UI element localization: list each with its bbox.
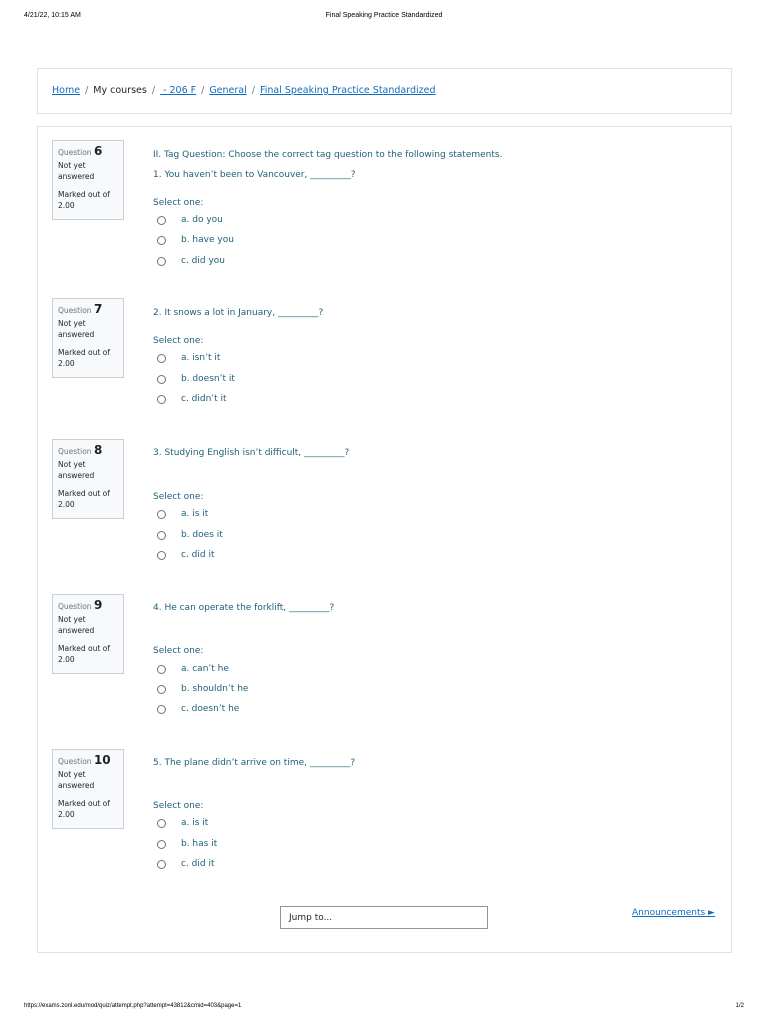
breadcrumb-home-link[interactable]: Home [52, 85, 81, 96]
breadcrumb-course-link[interactable]: - 206 F [160, 85, 197, 96]
select-one-label: Select one: [153, 492, 204, 502]
question-info [52, 749, 124, 829]
answer-option[interactable] [157, 839, 217, 849]
question-stem: 5. The plane didn’t arrive on time, _________? [153, 758, 356, 768]
question-stem: 2. It snows a lot in January, _________? [153, 308, 324, 318]
select-one-label: Select one: [153, 198, 204, 208]
breadcrumb-separator: / [85, 85, 89, 96]
question-info [52, 140, 124, 220]
question-number: 9 [93, 598, 103, 612]
question-number: 8 [93, 443, 103, 457]
question-label: Question [58, 602, 92, 611]
breadcrumb-separator: / [151, 85, 156, 96]
select-one-label: Select one: [153, 646, 204, 656]
option-label[interactable]: a. isn’t it [181, 353, 221, 363]
radio-button[interactable] [157, 705, 166, 714]
question-info [52, 594, 124, 674]
question-label: Question [58, 757, 92, 766]
question-stem: 1. You haven’t been to Vancouver, _________? [153, 170, 356, 180]
option-label[interactable]: c. did it [181, 859, 215, 869]
question-state: Not yet answered [58, 161, 95, 181]
radio-button[interactable] [157, 860, 166, 869]
answer-option[interactable] [157, 664, 229, 674]
question-label: Question [58, 306, 92, 315]
question-info [52, 298, 124, 378]
question-intro: II. Tag Question: Choose the correct tag question to the following statements. [153, 150, 503, 160]
radio-button[interactable] [157, 685, 166, 694]
radio-button[interactable] [157, 665, 166, 674]
select-one-label: Select one: [153, 336, 204, 346]
option-label[interactable]: a. is it [181, 818, 209, 828]
question-marked: Marked out of 2.00 [58, 644, 110, 664]
radio-button[interactable] [157, 236, 166, 245]
option-label[interactable]: c. did it [181, 550, 215, 560]
breadcrumb-separator: / [201, 85, 205, 96]
breadcrumb [52, 85, 436, 96]
radio-button[interactable] [157, 257, 166, 266]
radio-button[interactable] [157, 840, 166, 849]
question-number: 10 [93, 753, 111, 767]
print-header [0, 12, 768, 22]
jump-to-select[interactable]: Jump to... [280, 906, 488, 929]
radio-button[interactable] [157, 531, 166, 540]
answer-option[interactable] [157, 684, 248, 694]
option-label[interactable]: c. did you [181, 256, 225, 266]
print-datetime: 4/21/22, 10:15 AM [24, 12, 81, 19]
breadcrumb-separator: / [251, 85, 255, 96]
option-label[interactable]: c. doesn’t he [181, 704, 240, 714]
question-stem: 4. He can operate the forklift, _________? [153, 603, 335, 613]
option-label[interactable]: a. do you [181, 215, 223, 225]
radio-button[interactable] [157, 375, 166, 384]
option-label[interactable]: b. does it [181, 530, 223, 540]
question-stem: 3. Studying English isn’t difficult, _________? [153, 448, 350, 458]
radio-button[interactable] [157, 216, 166, 225]
answer-option[interactable] [157, 215, 223, 225]
question-state: Not yet answered [58, 615, 95, 635]
breadcrumb-section-link[interactable]: General [209, 85, 247, 96]
question-marked: Marked out of 2.00 [58, 799, 110, 819]
question-number: 6 [93, 144, 103, 158]
option-label[interactable]: b. has it [181, 839, 218, 849]
question-marked: Marked out of 2.00 [58, 348, 110, 368]
select-one-label: Select one: [153, 801, 204, 811]
radio-button[interactable] [157, 510, 166, 519]
radio-button[interactable] [157, 354, 166, 363]
option-label[interactable]: b. shouldn’t he [181, 684, 249, 694]
breadcrumb-container [37, 68, 732, 114]
answer-option[interactable] [157, 859, 215, 869]
option-label[interactable]: b. have you [181, 235, 234, 245]
answer-option[interactable] [157, 394, 227, 404]
question-info [52, 439, 124, 519]
question-number: 7 [93, 302, 103, 316]
question-label: Question [58, 148, 92, 157]
option-label[interactable]: c. didn’t it [181, 394, 227, 404]
radio-button[interactable] [157, 551, 166, 560]
answer-option[interactable] [157, 550, 215, 560]
radio-button[interactable] [157, 819, 166, 828]
radio-button[interactable] [157, 395, 166, 404]
answer-option[interactable] [157, 818, 208, 828]
breadcrumb-activity-link[interactable]: Final Speaking Practice Standardized [259, 85, 436, 96]
option-label[interactable]: a. is it [181, 509, 209, 519]
answer-option[interactable] [157, 509, 208, 519]
question-state: Not yet answered [58, 770, 95, 790]
question-marked: Marked out of 2.00 [58, 190, 110, 210]
answer-option[interactable] [157, 353, 220, 363]
answer-option[interactable] [157, 530, 223, 540]
option-label[interactable]: a. can’t he [181, 664, 229, 674]
question-state: Not yet answered [58, 460, 95, 480]
question-label: Question [58, 447, 92, 456]
question-state: Not yet answered [58, 319, 95, 339]
answer-option[interactable] [157, 235, 234, 245]
breadcrumb-my-courses: My courses [93, 85, 147, 96]
print-page-number: 1/2 [735, 1003, 744, 1009]
print-url: https://exams.zonl.edu/mod/quiz/attempt.php?attempt=43812&cmid=403&page=1 [24, 1003, 242, 1009]
answer-option[interactable] [157, 374, 235, 384]
quiz-attempt-container [37, 126, 732, 953]
answer-option[interactable] [157, 704, 239, 714]
answer-option[interactable] [157, 256, 225, 266]
announcements-link[interactable]: Announcements ► [632, 908, 715, 918]
question-marked: Marked out of 2.00 [58, 489, 110, 509]
print-title: Final Speaking Practice Standardized [325, 12, 443, 19]
option-label[interactable]: b. doesn’t it [181, 374, 235, 384]
